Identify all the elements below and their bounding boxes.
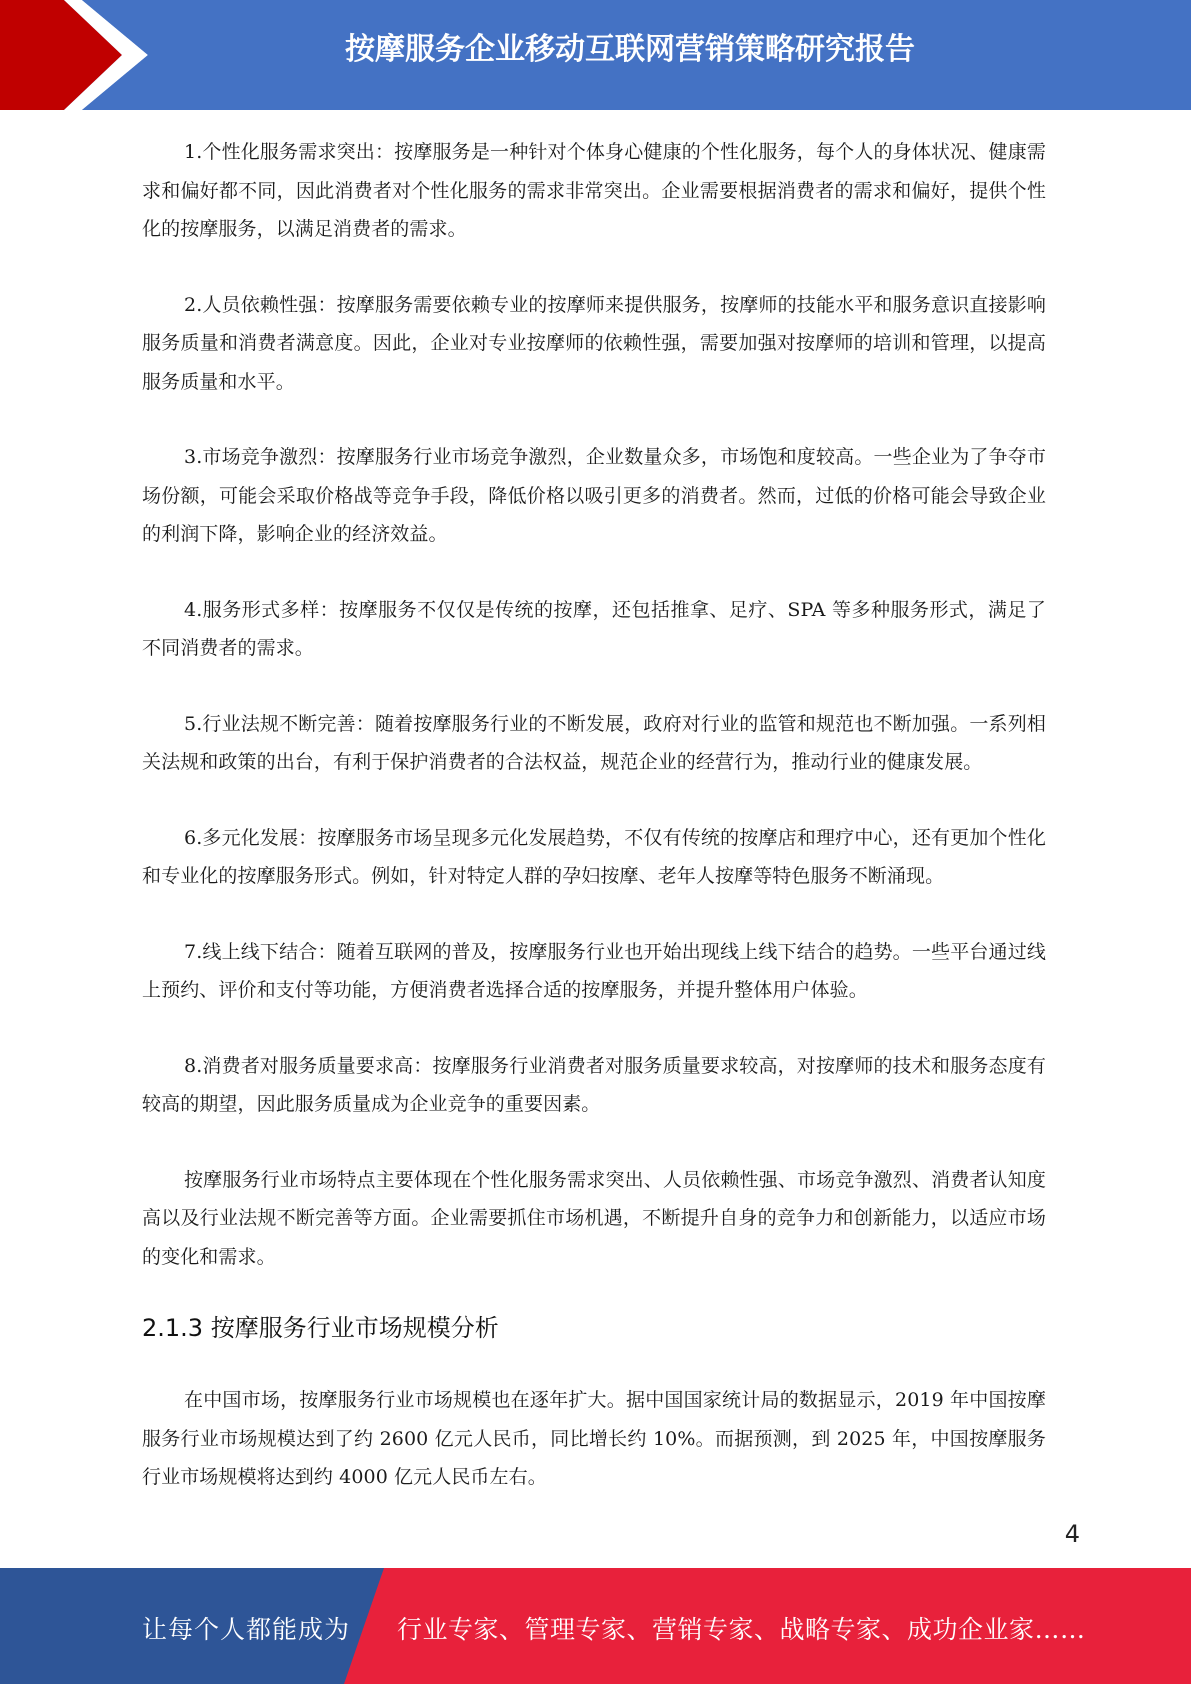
page-header [0,0,1191,110]
paragraph-5: 5.行业法规不断完善：随着按摩服务行业的不断发展，政府对行业的监管和规范也不断加强。一系列相关法规和政策的出台，有利于保护消费者的合法权益，规范企业的经营行为，推动行业的健康发展。 [142,712,1046,773]
paragraph-1: 1.个性化服务需求突出：按摩服务是一种针对个体身心健康的个性化服务，每个人的身体状况、健康需求和偏好都不同，因此消费者对个性化服务的需求非常突出。企业需要根据消费者的需求和偏好，提供个性化的按摩服务，以满足消费者的需求。 [142,141,1046,240]
document-body [142,133,1046,1534]
paragraph-4: 4.服务形式多样：按摩服务不仅仅是传统的按摩，还包括推拿、足疗、SPA 等多种服务形式，满足了不同消费者的需求。 [142,598,1046,659]
footer-slogan-left: 让每个人都能成为 [142,1615,351,1644]
footer-slogan-right: 行业专家、管理专家、营销专家、战略专家、成功企业家…… [397,1615,1086,1644]
page-number: 4 [1064,1520,1080,1548]
paragraph-2: 2.人员依赖性强：按摩服务需要依赖专业的按摩师来提供服务，按摩师的技能水平和服务意识直接影响服务质量和消费者满意度。因此，企业对专业按摩师的依赖性强，需要加强对按摩师的培训和管理，以提高服务质量和水平。 [142,293,1046,393]
summary-paragraph: 按摩服务行业市场特点主要体现在个性化服务需求突出、人员依赖性强、市场竞争激烈、消费者认知度高以及行业法规不断完善等方面。企业需要抓住市场机遇，不断提升自身的竞争力和创新能力，以适应市场的变化和需求。 [142,1168,1046,1268]
paragraph-7: 7.线上线下结合：随着互联网的普及，按摩服务行业也开始出现线上线下结合的趋势。一些平台通过线上预约、评价和支付等功能，方便消费者选择合适的按摩服务，并提升整体用户体验。 [142,940,1046,1001]
paragraph-6: 6.多元化发展：按摩服务市场呈现多元化发展趋势，不仅有传统的按摩店和理疗中心，还有更加个性化和专业化的按摩服务形式。例如，针对特定人群的孕妇按摩、老年人按摩等特色服务不断涌现。 [142,826,1046,887]
paragraph-8: 8.消费者对服务质量要求高：按摩服务行业消费者对服务质量要求较高，对按摩师的技术和服务态度有较高的期望，因此服务质量成为企业竞争的重要因素。 [142,1054,1046,1115]
paragraph-3: 3.市场竞争激烈：按摩服务行业市场竞争激烈，企业数量众多，市场饱和度较高。一些企业为了争夺市场份额，可能会采取价格战等竞争手段，降低价格以吸引更多的消费者。然而，过低的价格可能会导致企业的利润下降，影响企业的经济效益。 [142,446,1046,545]
report-title: 按摩服务企业移动互联网营销策略研究报告 [345,32,915,67]
section-paragraph: 在中国市场，按摩服务行业市场规模也在逐年扩大。据中国国家统计局的数据显示，2019 年中国按摩服务行业市场规模达到了约 2600 亿元人民币，同比增长约 10%。而据预测，到 2025 年，中国按摩服务行业市场规模将达到约 4000 亿元人民币左右。 [142,1389,1046,1488]
section-heading: 2.1.3 按摩服务行业市场规模分析 [142,1314,499,1342]
